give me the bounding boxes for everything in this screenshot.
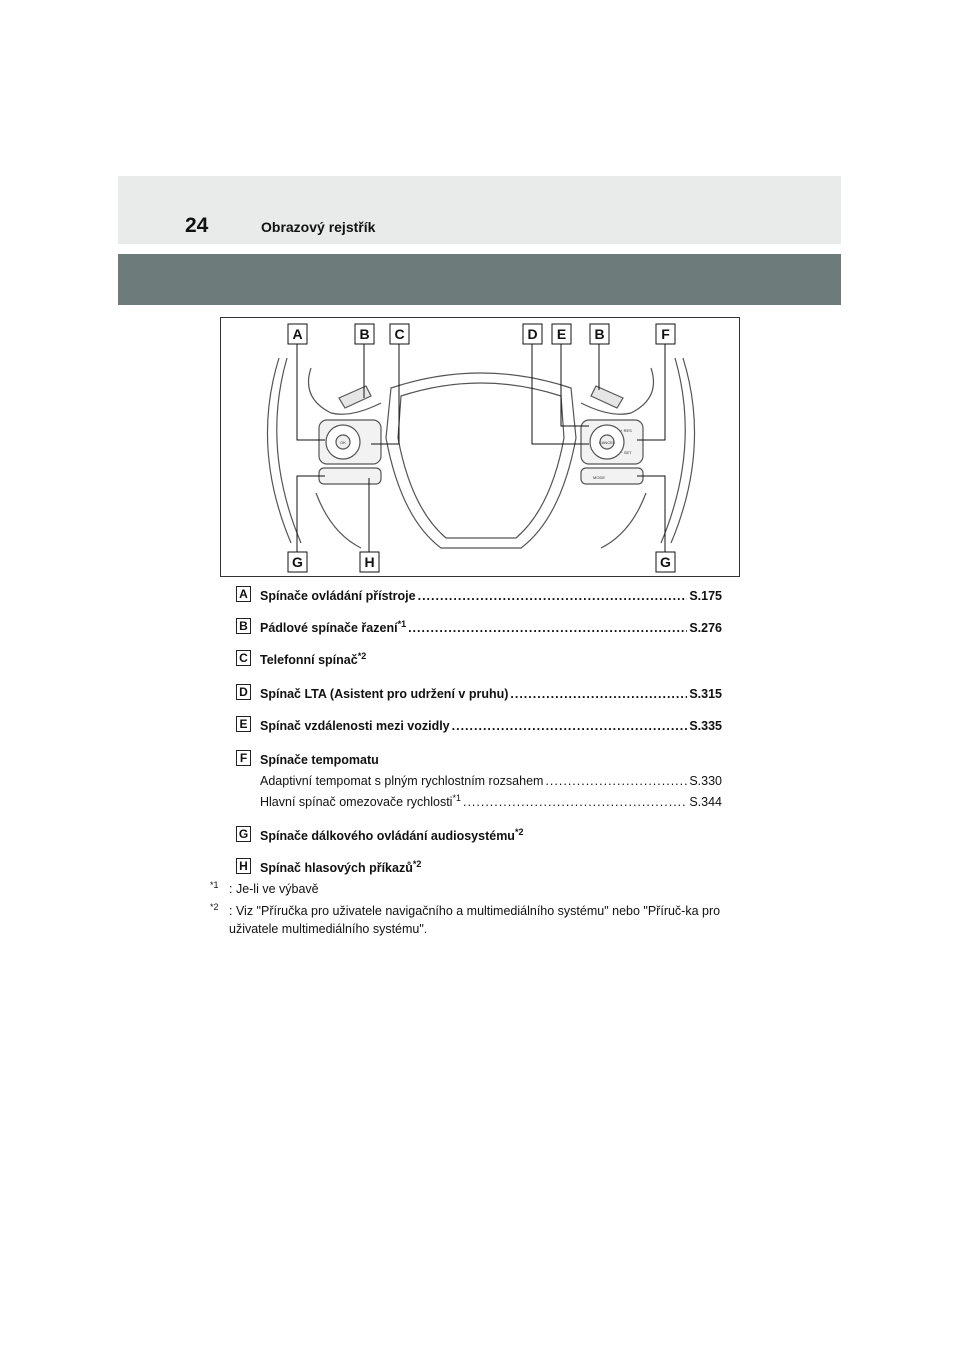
entry-letter: B: [236, 618, 251, 634]
footnote: [210, 902, 755, 938]
footnote-marker: *2: [412, 858, 422, 869]
wheel-hub: [386, 373, 576, 548]
callout-h: H: [364, 554, 375, 570]
sub-entry: [260, 774, 722, 788]
rim-right-outer: [671, 358, 695, 543]
callout-g: G: [292, 554, 303, 570]
entry-label: Spínače tempomatu: [260, 753, 379, 767]
steering-wheel-figure: [220, 317, 740, 577]
entry-letter: C: [236, 650, 251, 666]
entry-label: Pádlové spínače řazení: [260, 621, 398, 635]
entry-letter: D: [236, 684, 251, 700]
entry-letter: G: [236, 826, 251, 842]
entry-e: [236, 716, 736, 738]
entry-letter: H: [236, 858, 251, 874]
footnote-marker: *1: [452, 792, 461, 803]
footnotes: [210, 880, 755, 942]
cancel-label: CANCEL: [598, 440, 616, 445]
sub-entry-label: Hlavní spínač omezovače rychlosti: [260, 795, 453, 809]
mode-label: MODE: [593, 475, 605, 480]
callout-a: A: [292, 326, 303, 342]
callout-c: C: [394, 326, 405, 342]
callout-d: D: [527, 326, 538, 342]
rim-left-outer: [267, 358, 291, 543]
callout-g2: G: [660, 554, 671, 570]
footnote-text: : Viz "Příručka pro uživatele navigačního a multimediálního systému" nebo "Příruč-ka pro uživatele multimediálního systému".: [229, 904, 721, 936]
sub-entry-label: Adaptivní tempomat s plným rychlostním rozsahem: [260, 774, 544, 788]
entry-label: Telefonní spínač: [260, 653, 358, 667]
footnote-mark: *2: [210, 901, 219, 912]
footnote-marker: *1: [397, 618, 407, 629]
footnote-text: : Je-li ve výbavě: [229, 882, 319, 896]
footnote-marker: *2: [514, 826, 524, 837]
section-title: Obrazový rejstřík: [261, 219, 376, 235]
header-bar: [118, 176, 841, 244]
section-banner: [118, 254, 841, 305]
callout-f: F: [661, 326, 670, 342]
page-reference[interactable]: S.175: [689, 589, 722, 603]
footnote-mark: *1: [210, 879, 219, 890]
steering-wheel-illustration: [221, 318, 740, 577]
page-reference[interactable]: S.344: [689, 795, 722, 809]
page-number: 24: [185, 214, 209, 237]
page-reference[interactable]: S.276: [689, 621, 722, 635]
entry-label: Spínač LTA (Asistent pro udržení v pruhu): [260, 687, 509, 701]
entry-label: Spínač hlasových příkazů: [260, 861, 413, 875]
wheel-hub-inner: [398, 383, 564, 538]
entry-letter: E: [236, 716, 251, 732]
left-paddle: [339, 386, 371, 408]
entry-c: [236, 650, 736, 672]
right-paddle: [591, 386, 623, 408]
callout-b2: B: [594, 326, 605, 342]
set-plus-label: + RES: [620, 428, 632, 433]
entry-f: [236, 750, 736, 812]
page-reference[interactable]: S.330: [689, 774, 722, 788]
page-reference[interactable]: S.315: [689, 687, 722, 701]
entry-letter: F: [236, 750, 251, 766]
leader-e: [561, 344, 589, 426]
footnote: [210, 880, 755, 898]
spoke-right-bottom: [601, 493, 646, 548]
callout-b: B: [359, 326, 370, 342]
spoke-left-bottom: [316, 493, 361, 548]
set-minus-label: − SET: [620, 450, 632, 455]
page-reference[interactable]: S.335: [689, 719, 722, 733]
entry-d: [236, 684, 736, 706]
entry-label: Spínače dálkového ovládání audiosystému: [260, 829, 515, 843]
entry-b: [236, 618, 736, 640]
entry-g: [236, 826, 736, 848]
callout-e: E: [556, 326, 567, 342]
entry-label: Spínače ovládání přístroje: [260, 589, 416, 603]
sub-entry: [260, 792, 722, 809]
ok-label: OK: [340, 440, 346, 445]
entry-label: Spínač vzdálenosti mezi vozidly: [260, 719, 450, 733]
entry-h: [236, 858, 736, 880]
audio-switch-panel: [319, 468, 381, 484]
mode-switch-panel: [581, 468, 643, 484]
footnote-marker: *2: [357, 650, 367, 661]
entry-a: [236, 586, 736, 608]
entry-letter: A: [236, 586, 251, 602]
